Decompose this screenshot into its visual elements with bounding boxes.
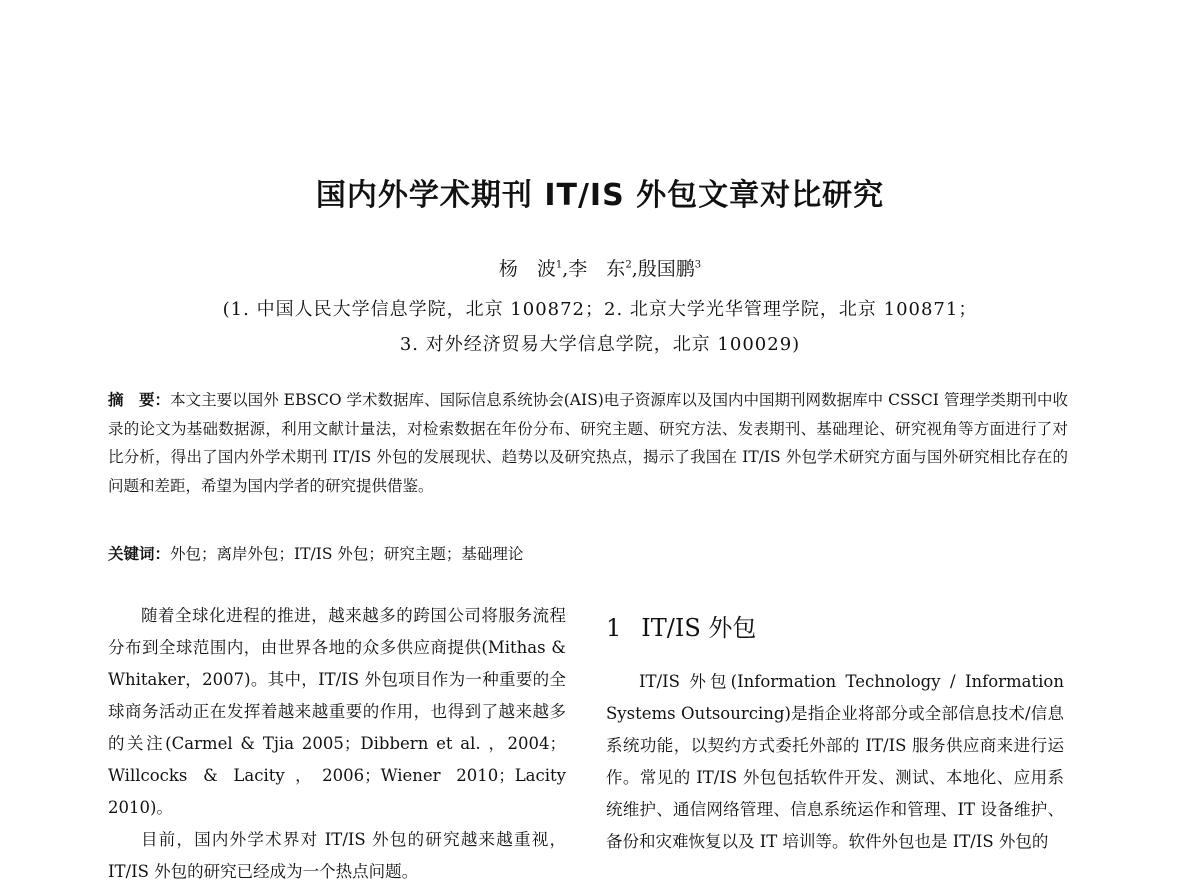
section-number: 1	[606, 614, 622, 642]
keywords-label: 关键词：	[108, 545, 171, 563]
abstract-text: 本文主要以国外 EBSCO 学术数据库、国际信息系统协会(AIS)电子资源库以及国内中国期刊网数据库中 CSSCI 管理学类期刊中收录的论文为基础数据源，利用文献计量法，对检索数据在年份分布、研究主题、研究方法、发表期刊、基础理论、研究视角等方面进行了对比分析，得出了国内外学术期刊 IT/IS 外包的发展现状、趋势以及研究热点，揭示了我国在 IT/IS 外包学术研究方面与国外研究相比存在的问题和差距，希望为国内学者的研究提供借鉴。	[108, 391, 1068, 495]
author-name: 杨 波	[498, 258, 556, 280]
abstract-label: 摘 要：	[108, 391, 171, 409]
affiliation-line: (1. 中国人民大学信息学院，北京 100872；2. 北京大学光华管理学院，北京 100871；	[222, 299, 978, 320]
keywords-text: 外包；离岸外包；IT/IS 外包；研究主题；基础理论	[170, 545, 524, 563]
author-superscript: 2	[625, 259, 632, 271]
section-heading	[606, 608, 1064, 648]
abstract-block	[108, 386, 1068, 500]
paper-title: 国内外学术期刊 IT/IS 外包文章对比研究	[315, 178, 885, 213]
right-column	[606, 608, 1064, 858]
author-line: 杨 波$^1$,李 东$^2$,殷国鹏$^3$	[498, 258, 702, 280]
body-paragraph: 随着全球化进程的推进，越来越多的跨国公司将服务流程分布到全球范围内，由世界各地的众多供应商提供(Mithas & Whitaker，2007)。其中，IT/IS 外包项目作为一种重要的全球商务活动正在发挥着越来越重要的作用，也得到了越来越多的关注(Carmel & Tjia 2005；Dibbern et al. ，2004；Willcocks & Lacity，2006；Wiener 2010；Lacity 2010)。	[108, 606, 566, 817]
author-name: 李 东	[568, 258, 626, 280]
left-column	[108, 600, 566, 888]
keywords-block	[108, 540, 1068, 568]
author-superscript: 3	[694, 259, 702, 271]
body-paragraph: IT/IS 外包(Information Technology / Information Systems Outsourcing)是指企业将部分或全部信息技术/信息系统功能，以契约方式委托外部的 IT/IS 服务供应商来进行运作。常见的 IT/IS 外包包括软件开发、测试、本地化、应用系统维护、通信网络管理、信息系统运作和管理、IT 设备维护、备份和灾难恢复以及 IT 培训等。软件外包也是 IT/IS 外包的	[606, 672, 1064, 851]
section-title: IT/IS 外包	[641, 614, 757, 642]
author-superscript: 1	[555, 259, 563, 271]
author-name: 殷国鹏	[637, 258, 695, 280]
body-paragraph: 目前，国内外学术界对 IT/IS 外包的研究越来越重视，IT/IS 外包的研究已经成为一个热点问题。	[108, 830, 566, 881]
affiliation-line: 3. 对外经济贸易大学信息学院，北京 100029)	[399, 334, 801, 355]
